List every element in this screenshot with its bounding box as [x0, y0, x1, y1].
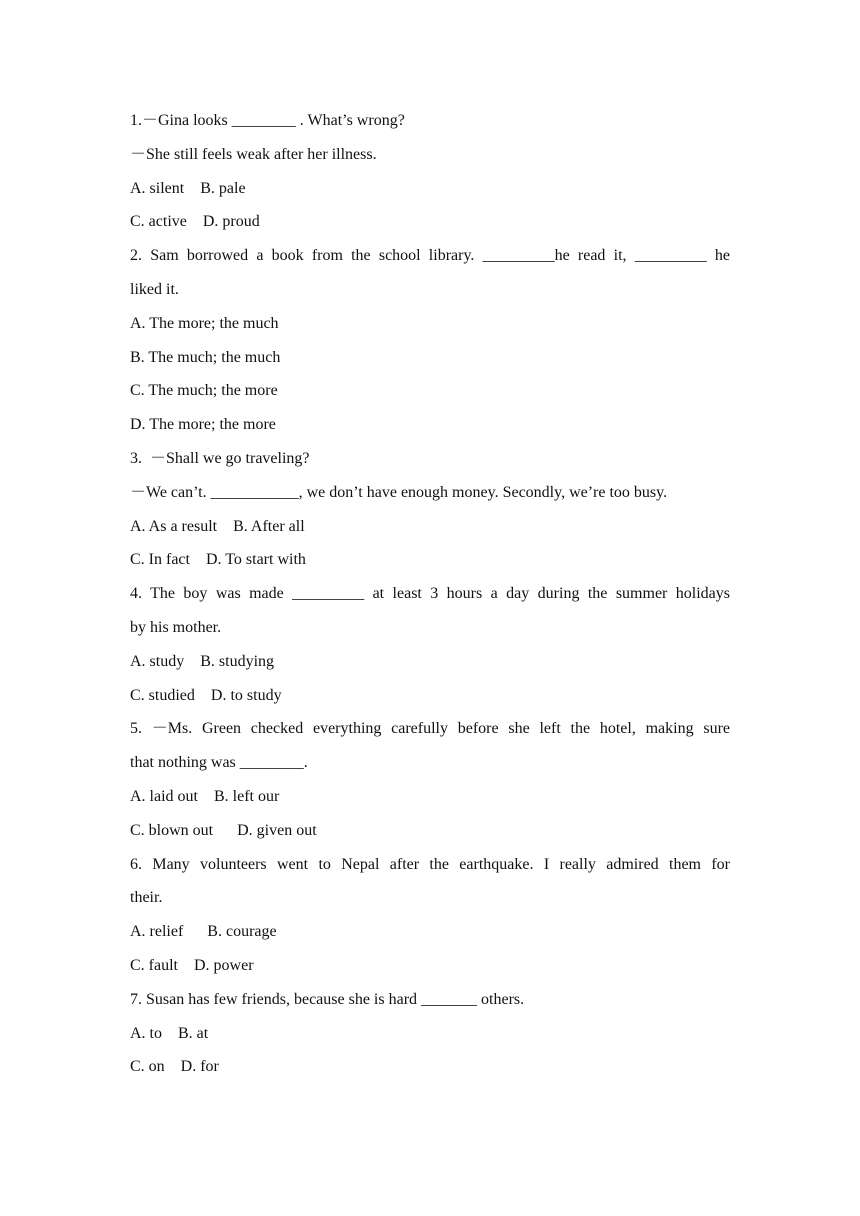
question-line: 1.－Gina looks ________ . What’s wrong? — [130, 112, 405, 129]
question-line-continued: liked it. — [130, 280, 179, 298]
options-line: D. The more; the more — [130, 416, 276, 434]
options-line: C. blown out D. given out — [130, 821, 317, 839]
question-line: 3. －Shall we go traveling? — [130, 449, 310, 467]
options-line: A. to B. at — [130, 1024, 209, 1042]
question-line-continued: by his mother. — [130, 618, 222, 636]
options-line: C. The much; the more — [130, 382, 278, 400]
exercise-text — [130, 104, 730, 1084]
options-line: C. active D. proud — [130, 213, 260, 231]
answer-line: －She still feels weak after her illness. — [130, 145, 377, 163]
options-line: A. study B. studying — [130, 652, 275, 670]
answer-line: －We can’t. ___________, we don’t have enough money. Secondly, we’re too busy. — [130, 483, 668, 501]
question-line: 6. Many volunteers went to Nepal after the earthquake. I really admired them for — [130, 855, 730, 873]
question-line: 7. Susan has few friends, because she is hard _______ others. — [130, 990, 525, 1008]
options-line: C. fault D. power — [130, 956, 254, 974]
options-line: A. relief B. courage — [130, 923, 277, 941]
question-line-continued: their. — [130, 889, 163, 907]
options-line: A. The more; the much — [130, 314, 279, 332]
question-line: 5. －Ms. Green checked everything carefully before she left the hotel, making sure — [130, 720, 730, 738]
question-line-continued: that nothing was ________. — [130, 754, 308, 772]
options-line: C. studied D. to study — [130, 686, 282, 704]
options-line: A. laid out B. left our — [130, 787, 280, 805]
options-line: B. The much; the much — [130, 348, 281, 366]
question-line: 4. The boy was made _________ at least 3 hours a day during the summer holidays — [130, 585, 730, 603]
question-line: 2. Sam borrowed a book from the school library. _________he read it, _________ he — [130, 247, 730, 265]
options-line: A. As a result B. After all — [130, 517, 305, 535]
options-line: C. In fact D. To start with — [130, 551, 306, 569]
options-line: C. on D. for — [130, 1058, 219, 1076]
options-line: A. silent B. pale — [130, 179, 246, 197]
